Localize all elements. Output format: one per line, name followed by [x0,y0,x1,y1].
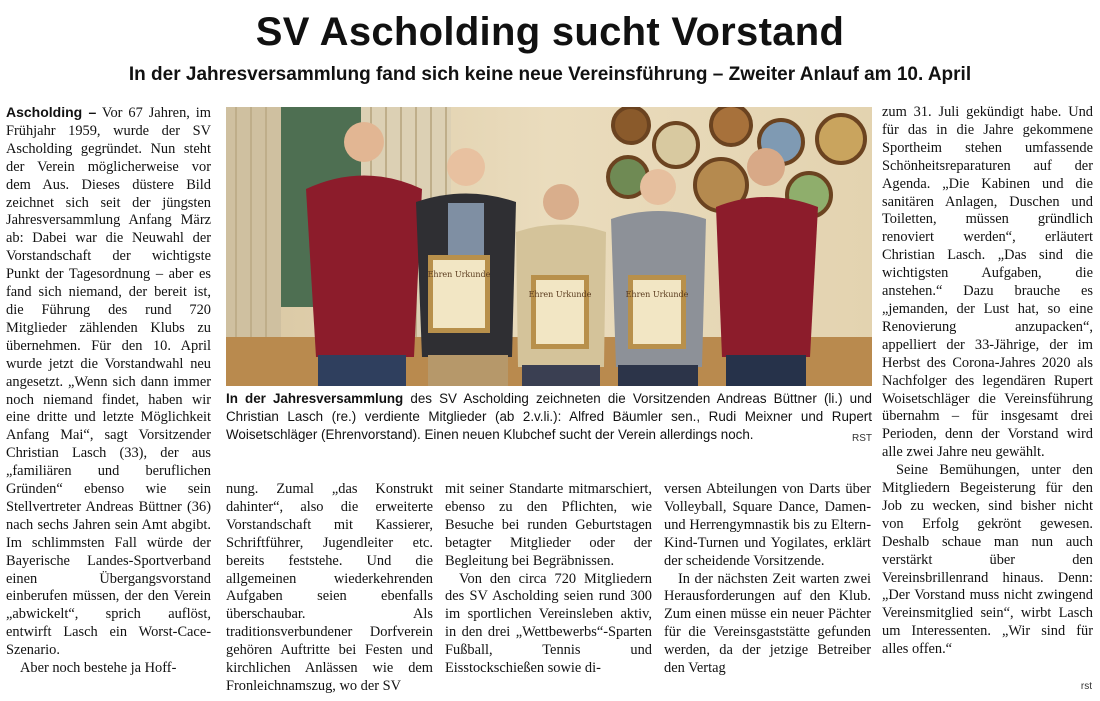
article-column-2 [226,481,433,696]
paragraph: In der nächsten Zeit warten zwei Herausforderungen auf den Klub. Zum einen müsse ein neuer Pächter für die Vereinsgaststätte gefunden werden, da der jetzige Betreiber den Vertag [664,570,871,677]
paragraph: zum 31. Juli gekündigt habe. Und für das in die Jahre gekommene Sportheim stehen umfassende Schönheitsreparaturen auf der Agenda. „Die Kabinen und die sanitären Anlagen, Duschen und Toiletten, müssen gründlich renoviert werden“, erläutert Christian Lasch. „Das sind die wichtigsten Aufgaben, die anstehen.“ Dazu brauche es „jemanden, der Lust hat, so eine Renovierung anzupacken“, appelliert der 33-Jährige, der im Herbst des Corona-Jahres 2020 als Nachfolger des legendären Rupert Woisetschläger die Vereinsführung übernahm – für insgesamt drei Perioden, denn der Vorstand wird alle zwei Jahre neu gewählt. [882,104,1093,461]
dateline: Ascholding – [6,104,97,120]
paragraph: nung. Zumal „das Konstrukt dahinter“, also die erweiterte Vorstandschaft mit Kassierer, Schriftführer, Jugendleiter etc. bereits feststehe. Und die allgemeinen wiederkehrenden Aufgaben seien ebenfalls überschaubar. Als traditionsverbundener Dorfverein gehören Auftritte bei Festen und kirchlichen Anlässen wie dem Fronleichnamszug, wo der SV [226,481,433,694]
certificate-label: Ehren Urkunde [528,290,592,299]
article-column-1 [6,104,211,678]
article-column-3 [445,481,652,678]
photo-illustration [226,107,872,386]
photo-credit: RST [852,433,872,444]
paragraph: mit seiner Standarte mitmarschiert, ebenso zu den Pflichten, wie Besuche bei runden Geburtstagen betagter Mitglieder oder der Begleitung bei Begräbnissen. [445,481,652,569]
author-credit: rst [1080,681,1092,692]
subheadline: In der Jahresversammlung fand sich keine neue Vereinsführung – Zweiter Anlauf am 10. April [128,64,972,85]
caption-text: des SV Ascholding zeichneten die Vorsitzenden Andreas Büttner (li.) und Christian Lasch (re.) verdiente Mitglieder (ab 2.v.li.): Alfred Bäumler sen., Rudi Meixner und Rupert Woisetschläger (Ehrenvorstand). Einen neuen Klubchef sucht der Verein allerdings noch. [226,391,872,442]
paragraph-text: Vor 67 Jahren, im Frühjahr 1959, wurde der SV Ascholding gegründet. Nun steht der Verein möglicherweise vor dem Aus. Dieses düstere Bild zeichnet sich seit der jüngsten Jahresversammlung Anfang März ab: Dabei war die Neuwahl der Vorstandschaft der wichtigste Punkt der Tagesordnung – aber es fand sich niemand, der bereit ist, die Führung des rund 720 Mitglieder zählenden Klubs zu übernehmen. Für den 10. April wurde jetzt die Vorstandwahl neu angesetzt. „Wenn sich dann immer noch niemand findet, haben wir eine dritte und letzte Möglichkeit Anfang Mai“, sagt Vorsitzender Christian Lasch (33), der aus „familiären und beruflichen Gründen“ ebenso wie sein Stellvertreter Andreas Büttner (36) nach sechs Jahren sein Amt abgibt. Im schlimmsten Fall würde der Bayerische Landes-Sportverband einen Übergangsvorstand einberufen müssen, der den Verein „abwickelt“, sprich auflöst, entwirft Lasch ein Worst-Cace-Szenario. [6,105,211,659]
paragraph [6,104,211,660]
article-column-5 [882,104,1093,659]
photo-caption [226,390,872,448]
paragraph: Von den circa 720 Mitgliedern des SV Ascholding seien rund 300 im sportlichen Vereinsleben aktiv, in den drei „Wettbewerbs“-Sparten Fußball, Tennis und Eisstockschießen sowie di- [445,570,652,677]
caption-lead: In der Jahresversammlung [226,391,404,406]
paragraph: Aber noch bestehe ja Hoff- [20,660,177,677]
paragraph: versen Abteilungen von Darts über Volleyball, Square Dance, Damen- und Herrengymnastik bis zu Eltern-Kind-Turnen und Yogilates, erklärt der scheidende Vorsitzende. [664,481,871,569]
headline: SV Ascholding sucht Vorstand [255,10,845,54]
paragraph: Seine Bemühungen, unter den Mitgliedern Begeisterung für den Job zu wecken, sind bisher nicht von Erfolg gekrönt gewesen. Deshalb schaue man nun auch verstärkt über den Vereinsbrillenrand hinaus. Denn: „Der Vorstand muss nicht zwingend Vereinsmitglied sein“, wirbt Lasch um Interessenten. „Wir sind für alles offen.“ [882,462,1093,658]
article-photo [226,107,872,386]
certificate-label: Ehren Urkunde [427,270,491,279]
certificate-label: Ehren Urkunde [625,290,689,299]
article-column-4 [664,481,871,678]
